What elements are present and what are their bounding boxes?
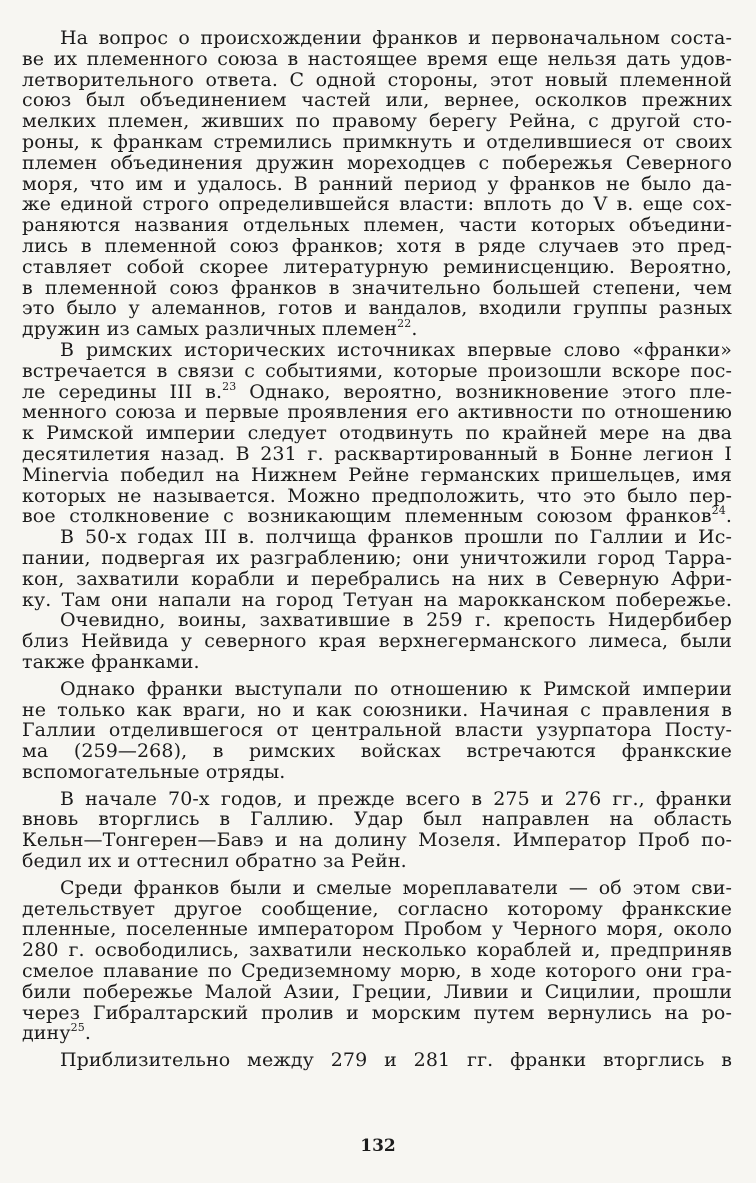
text-line: Приблизительно между 279 и 281 гг. франки вторглись в bbox=[60, 1049, 732, 1072]
text-line: ставляет собой скорее литературную реминисценцию. Вероятно, bbox=[22, 255, 732, 278]
text-fragment: . bbox=[411, 318, 418, 341]
text-line: бедил их и оттеснил обратно за Рейн. bbox=[22, 850, 407, 873]
text-line: Minervia победил на Нижнем Рейне германских пришельцев, имя bbox=[22, 463, 732, 486]
paragraph-2 bbox=[22, 340, 732, 527]
text-fragment: Однако, вероятно, возникновение этого пле- bbox=[236, 380, 732, 403]
text-fragment: дружин из самых различных племен bbox=[22, 318, 398, 341]
body-text bbox=[22, 28, 732, 1071]
text-line: Галлии отделившегося от центральной власти узурпатора Посту- bbox=[22, 719, 732, 742]
text-line: В начале 70-х годов, и прежде всего в 275 и 276 гг., франки bbox=[60, 787, 732, 810]
text-line: В римских исторических источниках впервые слово «франки» bbox=[60, 338, 732, 361]
footnote-ref: 24 bbox=[711, 504, 726, 518]
text-line: ве их племенного союза в настоящее время еще нельзя дать удов- bbox=[22, 47, 732, 70]
text-line: летворительного ответа. С одной стороны, этот новый племенной bbox=[22, 68, 732, 91]
text-line: мелких племен, живших по правому берегу Рейна, с другой сто- bbox=[22, 110, 732, 133]
text-line: раняются названия отдельных племен, части которых объедини- bbox=[22, 214, 732, 237]
text-fragment: дину bbox=[22, 1022, 71, 1045]
text-fragment: ле середины III в. bbox=[22, 380, 223, 403]
text-line: ку. Там они напали на город Тетуан на марокканском побережье. bbox=[22, 588, 732, 611]
paragraph-5 bbox=[22, 679, 732, 783]
text-line: же единой строго определившейся власти: вплоть до V в. еще сох- bbox=[22, 193, 732, 216]
text-line: к Римской империи следует отодвинуть по крайней мере на два bbox=[22, 422, 732, 445]
text-line: через Гибралтарский пролив и морским путем вернулись на ро- bbox=[22, 1001, 732, 1024]
text-line: пании, подвергая их разграблению; они уничтожили город Тарра- bbox=[22, 546, 732, 569]
text-line: 280 г. освободились, захватили несколько кораблей и, предприняв bbox=[22, 939, 732, 962]
text-line: Очевидно, воины, захватившие в 259 г. крепость Нидербибер bbox=[60, 609, 732, 632]
text-line: которых не называется. Можно предположить, что это было пер- bbox=[22, 484, 732, 507]
paragraph-4 bbox=[22, 610, 732, 672]
text-line: десятилетия назад. В 231 г. расквартированный в Бонне легион I bbox=[22, 442, 732, 465]
footnote-ref: 25 bbox=[70, 1021, 85, 1035]
text-line: роны, к франкам стремились примкнуть и отделившиеся от своих bbox=[22, 130, 732, 153]
text-line: вновь вторглись в Галлию. Удар был направлен на область bbox=[22, 808, 732, 831]
text-line: также франками. bbox=[22, 650, 200, 673]
text-line: ма (259—268), в римских войсках встречаются франкские bbox=[22, 740, 732, 763]
paragraph-8 bbox=[22, 1050, 732, 1071]
text-line: На вопрос о происхождении франков и первоначальном соста- bbox=[60, 27, 732, 49]
text-line: смелое плавание по Средиземному морю, в ходе которого они гра- bbox=[22, 960, 732, 983]
text-line: вспомогательные отряды. bbox=[22, 760, 286, 783]
text-fragment: . bbox=[84, 1022, 91, 1045]
text-line: Кельн—Тонгерен—Бавэ и на долину Мозеля. Император Проб по- bbox=[22, 829, 732, 852]
text-line: племен объединения дружин мореходцев с побережья Северного bbox=[22, 151, 732, 174]
text-line: Среди франков были и смелые мореплаватели — об этом сви- bbox=[60, 876, 732, 899]
text-line bbox=[22, 1023, 732, 1044]
text-line: моря, что им и удалось. В ранний период у франков не было да- bbox=[22, 172, 732, 195]
paragraph-7 bbox=[22, 878, 732, 1044]
text-line: близ Нейвида у северного края верхнегерманского лимеса, были bbox=[22, 630, 732, 653]
paragraph-6 bbox=[22, 789, 732, 872]
text-line: кон, захватили корабли и перебрались на них в Северную Афри- bbox=[22, 567, 732, 590]
text-line bbox=[22, 379, 732, 403]
text-line bbox=[22, 506, 732, 527]
text-line bbox=[22, 319, 732, 340]
text-line: пленные, поселенные императором Пробом у Черного моря, около bbox=[22, 918, 732, 941]
text-line: встречается в связи с событиями, которые произошли вскоре пос- bbox=[22, 359, 732, 382]
footnote-ref: 23 bbox=[222, 379, 237, 393]
paragraph-3 bbox=[22, 527, 732, 610]
text-line: лись в племенной союз франков; хотя в ряде случаев это пред- bbox=[22, 234, 732, 257]
text-line: били побережье Малой Азии, Греции, Ливии и Сицилии, прошли bbox=[22, 980, 732, 1003]
page-number: 132 bbox=[360, 1136, 396, 1156]
text-line: это было у алеманнов, готов и вандалов, входили группы разных bbox=[22, 297, 732, 320]
paragraph-1 bbox=[22, 28, 732, 340]
footnote-ref: 22 bbox=[397, 317, 412, 331]
text-fragment: вое столкновение с возникающим племенным союзом франков bbox=[22, 505, 712, 528]
text-line: детельствует другое сообщение, согласно которому франкские bbox=[22, 897, 732, 920]
text-line: Однако франки выступали по отношению к Римской империи bbox=[60, 677, 732, 700]
text-fragment: . bbox=[725, 505, 732, 528]
text-line: союз был объединением частей или, вернее, осколков прежних bbox=[22, 89, 732, 112]
text-line: не только как враги, но и как союзники. Начиная с правления в bbox=[22, 698, 732, 721]
text-line: в племенной союз франков в значительно большей степени, чем bbox=[22, 276, 732, 299]
text-line: менного союза и первые проявления его активности по отношению bbox=[22, 401, 732, 424]
text-line: В 50-х годах III в. полчища франков прошли по Галлии и Ис- bbox=[60, 526, 732, 549]
